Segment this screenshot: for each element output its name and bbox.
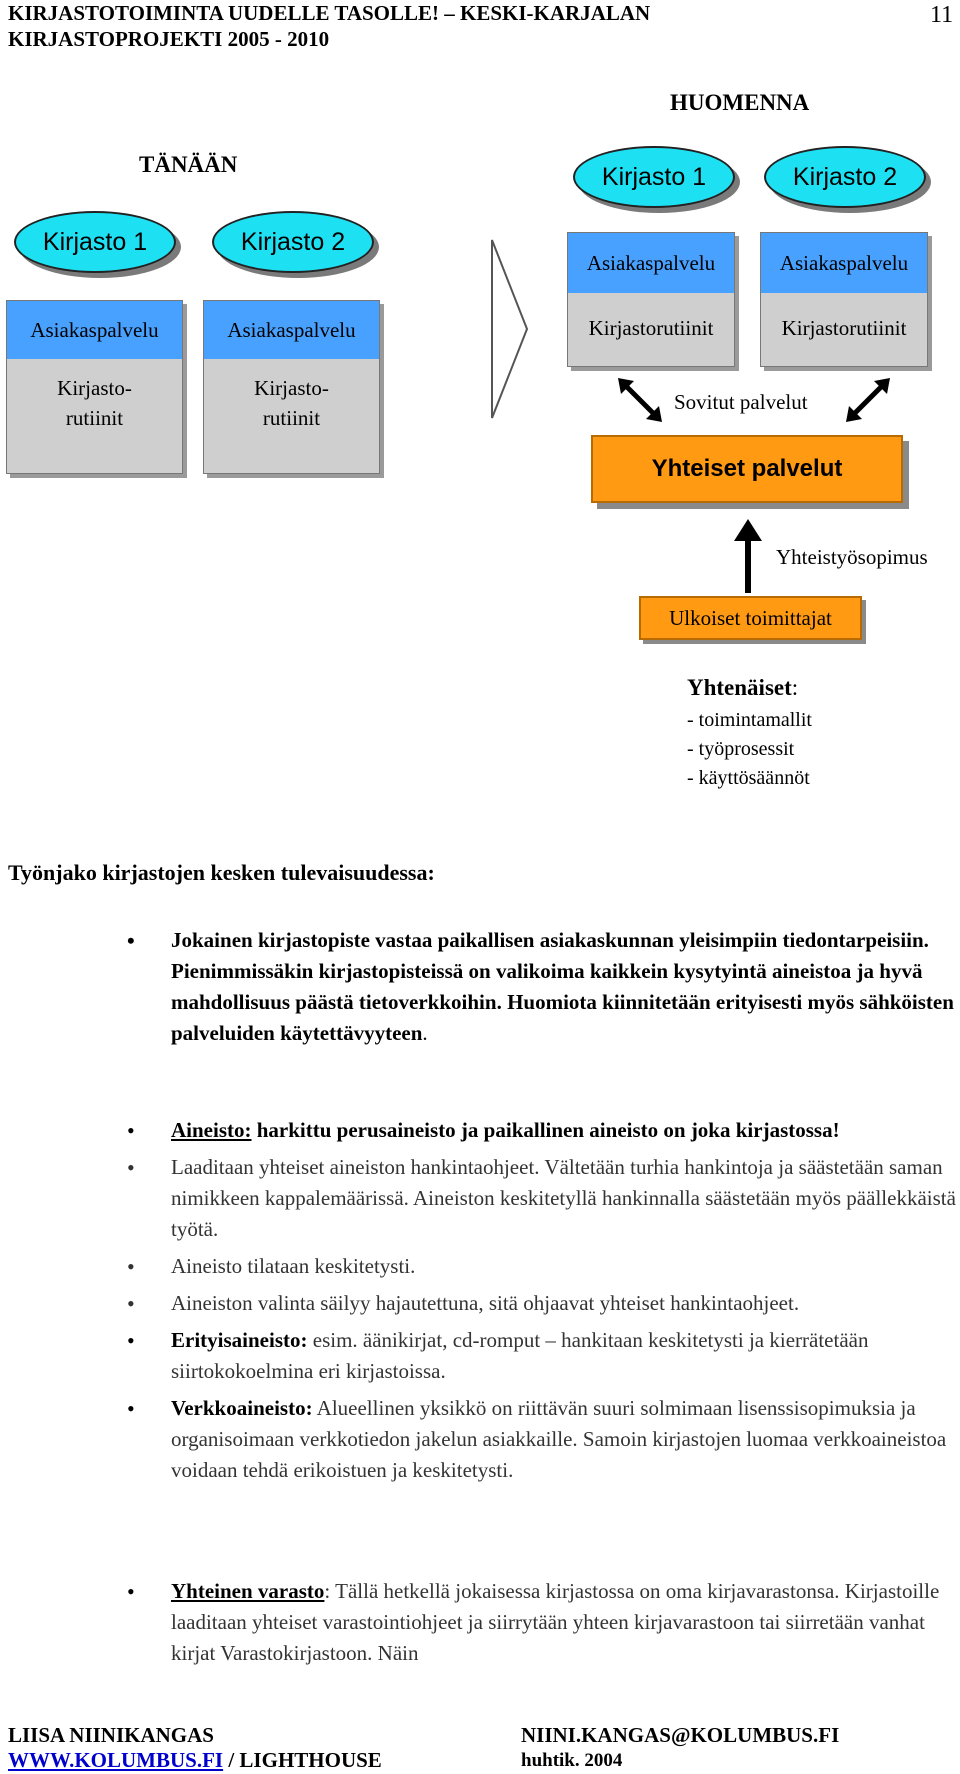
footer-email[interactable]: NIINI.KANGAS@KOLUMBUS.FI xyxy=(521,1723,840,1747)
tomorrow-library-2-column xyxy=(760,232,928,367)
bullet2-label: Aineisto: xyxy=(171,1118,252,1142)
tomorrow-library-1-oval: Kirjasto 1 xyxy=(573,146,735,208)
footer-website-link[interactable]: WWW.KOLUMBUS.FI xyxy=(8,1748,224,1772)
bullet6-label: Erityisaineisto: xyxy=(171,1328,308,1352)
shared-services-box: Yhteiset palvelut xyxy=(591,435,903,503)
header-title-line1: KIRJASTOTOIMINTA UUDELLE TASOLLE! – KESKI-KARJALAN xyxy=(8,1,651,25)
bullet-list-2 xyxy=(171,1115,960,1486)
bullet-list-3 xyxy=(171,1576,960,1669)
tomorrow-2-service: Asiakaspalvelu xyxy=(761,233,927,293)
today-2-routines: Kirjasto- rutiinit xyxy=(254,376,329,430)
list-item xyxy=(171,1152,960,1245)
list-item xyxy=(171,1251,960,1282)
bullet2-text: harkittu perusaineisto ja paikallinen aineisto on joka kirjastossa! xyxy=(251,1118,840,1142)
list-item xyxy=(171,1288,960,1319)
header-title-line2: KIRJASTOPROJEKTI 2005 - 2010 xyxy=(8,27,330,51)
bullet8-text: : Tällä hetkellä jokaisessa kirjastossa on oma kirjavarastonsa. Kirjastoille laaditaan yhteiset varastointiohjeet ja siirrytään yhteen kirjavarastoon tai siirretään vanhat kirjat Varastokirjastoon. Näin xyxy=(171,1579,940,1665)
list-item xyxy=(171,1325,960,1387)
common-item: - työprosessit xyxy=(687,738,795,760)
common-title-text: Yhtenäiset xyxy=(687,675,792,700)
list-item xyxy=(171,1576,960,1669)
bullet3-text: Laaditaan yhteiset aineiston hankintaohjeet. Vältetään turhia hankintoja ja säästetään saman nimikkeen kappalemäärissä. Aineiston keskitetyllä hankinnalla säästetään myös päällekkäistä työtä. xyxy=(171,1155,956,1241)
footer-website-line xyxy=(8,1747,382,1773)
tomorrow-label: HUOMENNA xyxy=(670,90,810,115)
list-item xyxy=(171,1393,960,1486)
transition-arrow-icon xyxy=(490,238,530,420)
bullet4-text: Aineisto tilataan keskitetysti. xyxy=(171,1254,416,1278)
bullet7-text: Alueellinen yksikkö on riittävän suuri solmimaan lisenssisopimuksia ja organisoimaan verkkotiedon jakelun asiakkaille. Samoin kirjastojen luomaa verkkoaineistoa voidaan tehdä erikoistuen ja keskitetysti. xyxy=(171,1396,947,1482)
cooperation-agreement-label: Yhteistyösopimus xyxy=(776,545,928,569)
today-library-1-oval: Kirjasto 1 xyxy=(14,211,176,273)
today-label: TÄNÄÄN xyxy=(139,152,238,177)
today-2-service: Asiakaspalvelu xyxy=(204,301,379,359)
external-suppliers-box: Ulkoiset toimittajat xyxy=(639,596,862,640)
bullet1-end: . xyxy=(422,1021,428,1045)
bullet7-label: Verkkoaineisto: xyxy=(171,1396,313,1420)
footer-website-suffix: / LIGHTHOUSE xyxy=(223,1748,382,1772)
common-title xyxy=(687,675,798,701)
today-library-2-oval: Kirjasto 2 xyxy=(212,211,374,273)
list-item xyxy=(171,1115,960,1146)
section-title: Työnjako kirjastojen kesken tulevaisuudessa: xyxy=(8,860,435,885)
bullet1-text: Jokainen kirjastopiste vastaa paikallisen asiakaskunnan yleisimpiin tiedontarpeisiin. Pienimmissäkin kirjastopisteissä on valikoima kaikkein kysytyintä aineistoa ja hyvä mahdollisuus päästä tietoverkkoihin. Huomiota kiinnitetään erityisesti myös sähköisten palveluiden käytettävyyteen xyxy=(171,928,954,1045)
tomorrow-library-1-column xyxy=(567,232,735,367)
bullet6-text: esim. äänikirjat, cd-romput – hankitaan keskitetysti ja kierrätetään siirtokokoelmina eri kirjastoissa. xyxy=(171,1328,869,1383)
tomorrow-1-service: Asiakaspalvelu xyxy=(568,233,734,293)
today-1-routines: Kirjasto- rutiinit xyxy=(57,376,132,430)
bullet-list-1 xyxy=(171,925,960,1049)
agreed-services-label: Sovitut palvelut xyxy=(674,390,808,414)
page-number: 11 xyxy=(930,2,954,28)
today-library-2-column xyxy=(203,300,380,474)
tomorrow-1-routines: Kirjastorutiinit xyxy=(588,316,714,340)
tomorrow-library-2-oval: Kirjasto 2 xyxy=(764,146,926,208)
tomorrow-2-routines: Kirjastorutiinit xyxy=(781,316,907,340)
up-arrow-icon xyxy=(734,519,762,593)
bullet5-text: Aineiston valinta säilyy hajautettuna, sitä ohjaavat yhteiset hankintaohjeet. xyxy=(171,1291,800,1315)
double-arrow-right-icon xyxy=(846,378,890,422)
double-arrow-left-icon xyxy=(618,378,662,422)
list-item xyxy=(171,925,960,1049)
footer-author: LIISA NIINIKANGAS xyxy=(8,1723,214,1747)
today-library-1-column xyxy=(6,300,183,474)
common-title-colon: : xyxy=(791,675,799,700)
common-item: - käyttösäännöt xyxy=(687,767,810,789)
common-item: - toimintamallit xyxy=(687,709,812,731)
bullet8-label: Yhteinen varasto xyxy=(171,1579,325,1603)
today-1-service: Asiakaspalvelu xyxy=(7,301,182,359)
footer-date: huhtik. 2004 xyxy=(521,1750,623,1771)
common-list xyxy=(687,706,812,793)
